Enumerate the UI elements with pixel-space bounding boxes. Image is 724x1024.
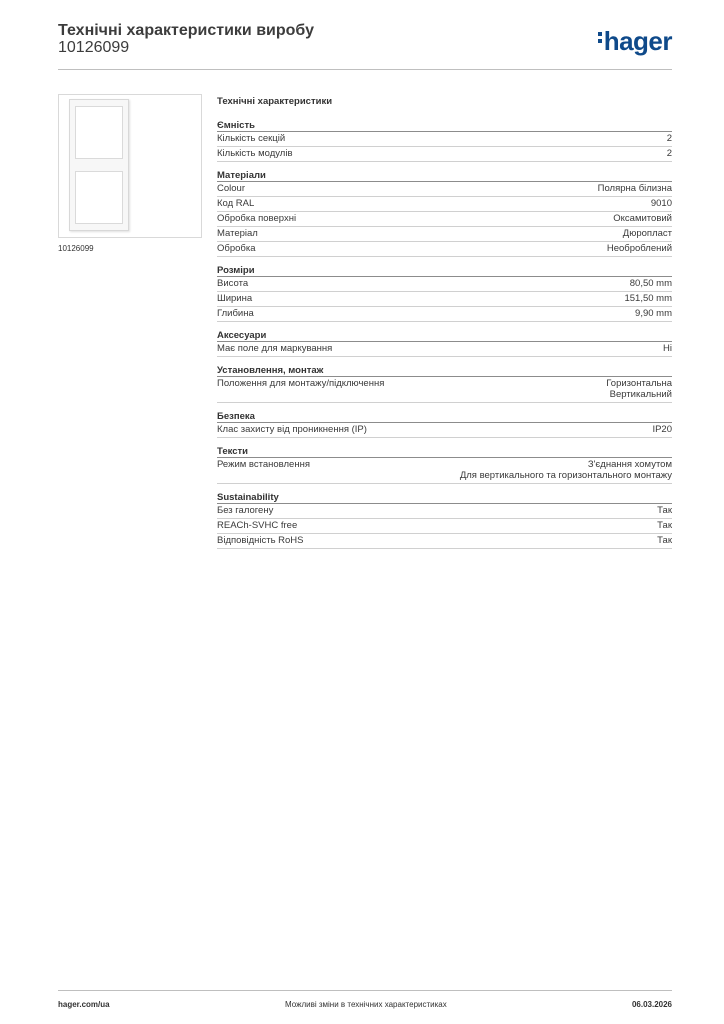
spec-value	[624, 293, 672, 304]
spec-row	[217, 377, 672, 403]
spec-key: Без галогену	[217, 505, 274, 516]
spec-value	[606, 378, 672, 400]
spec-key: Код RAL	[217, 198, 255, 209]
spec-section	[217, 492, 672, 549]
page-header	[58, 20, 672, 70]
spec-value-line: Вертикальний	[609, 389, 672, 400]
spec-value-line: Оксамитовий	[613, 213, 672, 224]
spec-value	[657, 520, 672, 531]
spec-value	[652, 424, 672, 435]
spec-key: REACh-SVHC free	[217, 520, 298, 531]
spec-section	[217, 170, 672, 257]
spec-row	[217, 534, 672, 549]
spec-value	[635, 308, 672, 319]
spec-section-title: Тексти	[217, 446, 672, 458]
spec-section	[217, 265, 672, 322]
spec-row	[217, 342, 672, 357]
spec-row	[217, 307, 672, 322]
page-footer	[58, 990, 672, 1014]
spec-section	[217, 446, 672, 484]
specs-heading: Технічні характеристики	[217, 96, 333, 107]
spec-key: Висота	[217, 278, 249, 289]
frame-opening-top	[75, 106, 123, 159]
frame-opening-bottom	[75, 171, 123, 224]
spec-value	[667, 133, 672, 144]
spec-section	[217, 365, 672, 403]
spec-section-title: Установлення, монтаж	[217, 365, 672, 377]
spec-section-title: Матеріали	[217, 170, 672, 182]
spec-key: Відповідність RoHS	[217, 535, 304, 546]
spec-row	[217, 182, 672, 197]
spec-value-line: Дюропласт	[622, 228, 672, 239]
spec-value-line: Полярна білизна	[597, 183, 672, 194]
spec-section	[217, 330, 672, 357]
spec-key: Має поле для маркування	[217, 343, 333, 354]
spec-key: Ширина	[217, 293, 253, 304]
spec-section-title: Sustainability	[217, 492, 672, 504]
spec-value	[657, 505, 672, 516]
spec-value-line: Так	[657, 505, 672, 516]
spec-row	[217, 292, 672, 307]
spec-value-line: Необроблений	[606, 243, 672, 254]
spec-key: Обробка	[217, 243, 256, 254]
spec-section-title: Аксесуари	[217, 330, 672, 342]
spec-row	[217, 423, 672, 438]
spec-key: Положення для монтажу/підключення	[217, 378, 385, 389]
spec-value-line: Ні	[663, 343, 672, 354]
spec-value	[613, 213, 672, 224]
spec-value	[663, 343, 672, 354]
spec-value-line: 9010	[650, 198, 672, 209]
spec-key: Режим встановлення	[217, 459, 310, 470]
spec-key: Colour	[217, 183, 245, 194]
spec-key: Кількість модулів	[217, 148, 293, 159]
spec-value	[607, 243, 672, 254]
footer-website-link[interactable]: hager.com/ua	[58, 1000, 110, 1009]
spec-key: Матеріал	[217, 228, 258, 239]
spec-row	[217, 132, 672, 147]
double-frame-illustration	[69, 99, 129, 231]
spec-row	[217, 519, 672, 534]
logo-dots-icon	[598, 32, 603, 46]
spec-row	[217, 458, 672, 484]
spec-row	[217, 147, 672, 162]
page-title: Технічні характеристики виробу	[58, 22, 314, 39]
spec-row	[217, 197, 672, 212]
footer-date: 06.03.2026	[631, 1000, 672, 1009]
spec-key: Кількість секцій	[217, 133, 286, 144]
product-code: 10126099	[58, 39, 130, 56]
spec-value-line: 9,90 mm	[635, 308, 672, 319]
spec-row	[217, 212, 672, 227]
spec-value-line: Горизонтальна	[606, 378, 672, 389]
spec-row	[217, 242, 672, 257]
specs-panel	[217, 96, 672, 557]
spec-value-line: Для вертикального та горизонтального монтажу	[459, 470, 672, 481]
spec-value	[630, 278, 672, 289]
footer-note: Можливі зміни в технічних характеристиках	[285, 1000, 447, 1009]
spec-value	[598, 183, 672, 194]
spec-value-line: 151,50 mm	[624, 293, 672, 304]
spec-value-line: 2	[666, 148, 672, 159]
spec-value	[657, 535, 672, 546]
spec-section-title: Безпека	[217, 411, 672, 423]
spec-row	[217, 277, 672, 292]
spec-key: Обробка поверхні	[217, 213, 297, 224]
logo-text: hager	[603, 26, 672, 56]
spec-value-line: Так	[657, 520, 672, 531]
spec-value	[460, 459, 672, 481]
spec-row	[217, 504, 672, 519]
spec-section	[217, 411, 672, 438]
spec-value	[667, 148, 672, 159]
product-image	[58, 94, 202, 238]
spec-value-line: 80,50 mm	[629, 278, 672, 289]
hager-logo	[598, 26, 672, 54]
spec-value-line: Так	[657, 535, 672, 546]
spec-section-title: Розміри	[217, 265, 672, 277]
spec-row	[217, 227, 672, 242]
spec-value-line: 2	[666, 133, 672, 144]
spec-section-title: Ємність	[217, 120, 672, 132]
spec-key: Глибина	[217, 308, 254, 319]
spec-value-line: IP20	[652, 424, 672, 435]
spec-value-line: З'єднання хомутом	[587, 459, 672, 470]
product-image-caption: 10126099	[58, 244, 94, 253]
spec-section	[217, 120, 672, 162]
spec-value	[623, 228, 672, 239]
spec-key: Клас захисту від проникнення (IP)	[217, 424, 367, 435]
spec-value	[651, 198, 672, 209]
